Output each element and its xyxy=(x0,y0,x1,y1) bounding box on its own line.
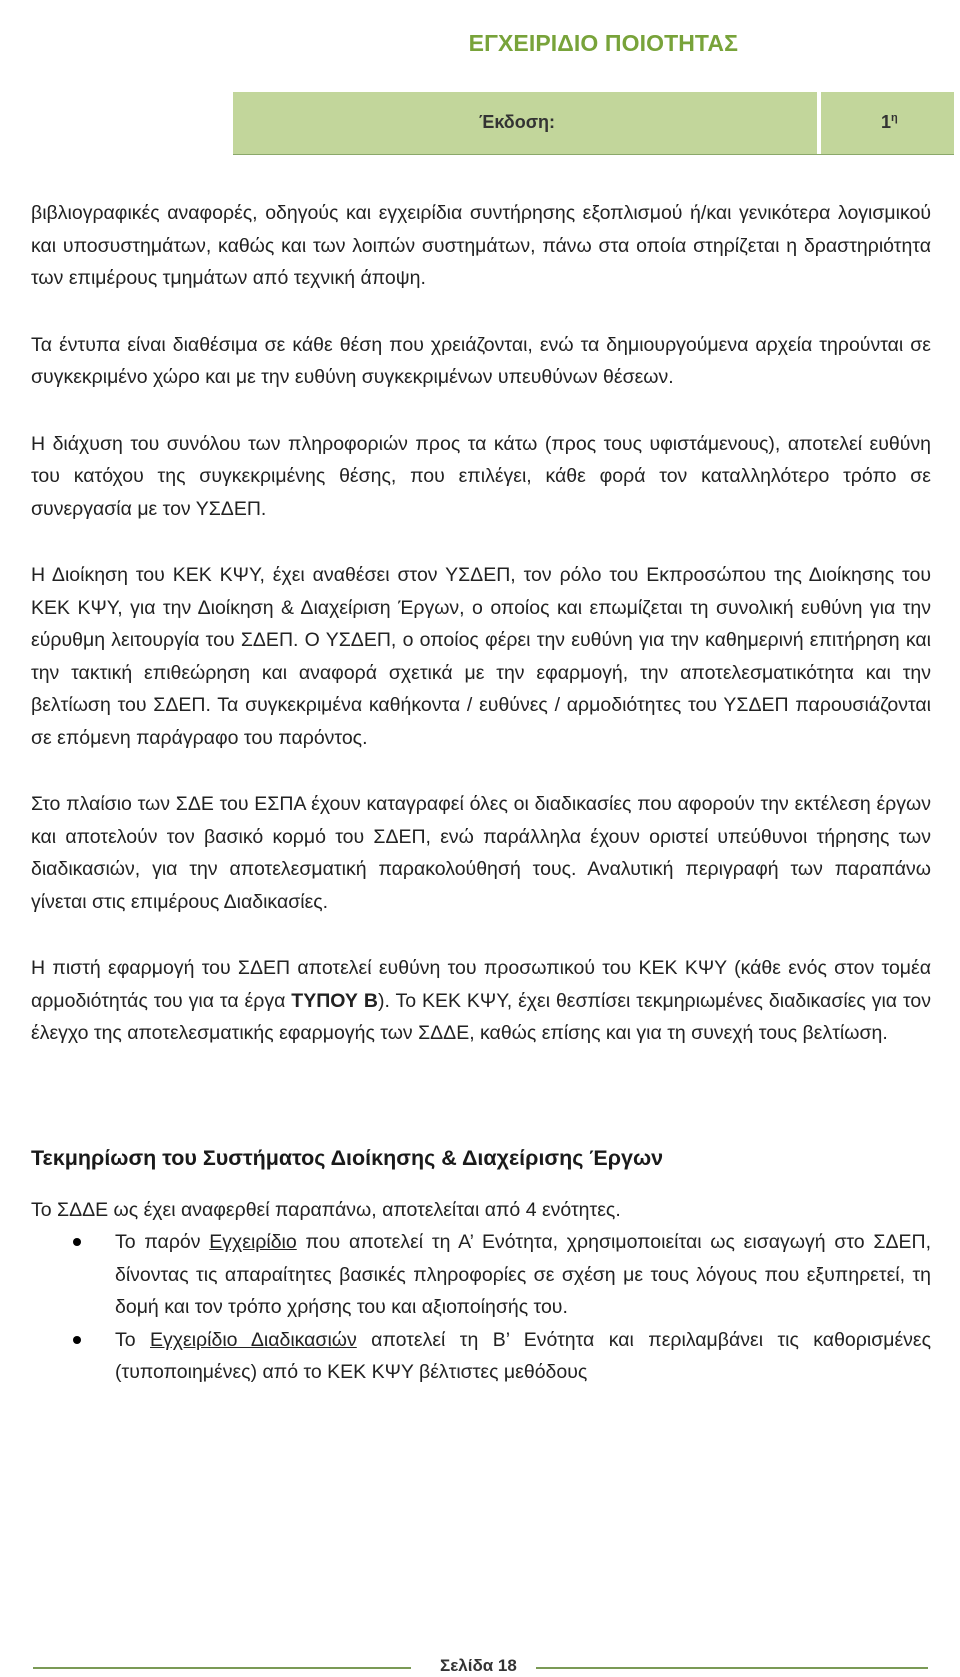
implementation-text-start: Η πιστή εφαρμογή του ΣΔΕΠ αποτελεί ευθύνη του προσωπικού του ΚΕΚ ΚΨΥ (κάθε ενός στον τομέα αρμοδιότητάς του για τα έργα xyxy=(31,957,931,1012)
paragraph-dissemination: Η διάχυση του συνόλου των πληροφοριών προς τα κάτω (προς τους υφιστάμενους), αποτελεί ευθύνη του κατόχου της συγκεκριμένης θέσης, που επιλέγει, κάθε φορά τον καταλληλότερο τρόπο σε συνεργασία με τον ΥΣΔΕΠ. xyxy=(31,432,931,520)
page-content xyxy=(31,197,931,1389)
bullet-prefix: Το παρόν xyxy=(115,1231,210,1253)
edition-label-cell xyxy=(233,92,817,154)
section-intro: Το ΣΔΔΕ ως έχει αναφερθεί παραπάνω, αποτελείται από 4 ενότητες. xyxy=(31,1198,621,1221)
paragraph-management-representative: Η Διοίκηση του ΚΕΚ ΚΨΥ, έχει αναθέσει στον ΥΣΔΕΠ, τον ρόλο του Εκπροσώπου της Διοίκησης του ΚΕΚ ΚΨΥ, για την Διοίκηση & Διαχείριση Έργων, ο οποίος και επωμίζεται τη συνολική ευθύνη για την εύρυθμη λειτουργία του ΣΔΕΠ. Ο ΥΣΔΕΠ, ο οποίος φέρει την ευθύνη για την καθημερινή επιτήρηση και την τακτική επιθεώρηση και αναφορά σχετικά με την εφαρμογή, την αποτελεσματικότητα και την βελτίωση του ΣΔΕΠ. Τα συγκεκριμένα καθήκοντα / ευθύνες / αρμοδιότητες του ΥΣΔΕΠ παρουσιάζονται σε επόμενη παράγραφο του παρόντος. xyxy=(31,564,931,749)
type-b-emphasis: ΤΥΠΟΥ Β xyxy=(291,989,378,1012)
page-number: Σελίδα 18 xyxy=(440,1656,517,1675)
document-title: ΕΓΧΕΙΡΙΔΙΟ ΠΟΙΟΤΗΤΑΣ xyxy=(468,30,738,56)
procedures-manual-link[interactable]: Εγχειρίδιο Διαδικασιών xyxy=(150,1328,357,1351)
edition-superscript: η xyxy=(891,112,898,124)
paragraph-espa-procedures: Στο πλαίσιο των ΣΔΕ του ΕΣΠΑ έχουν καταγραφεί όλες οι διαδικασίες που αφορούν την εκτέλεση έργων και αποτελούν τον βασικό κορμό του ΣΔΕΠ, ενώ παράλληλα έχουν οριστεί υπεύθυνοι τήρησης των διαδικασιών, για την αποτελεσματική παρακολούθησή τους. Αναλυτική περιγραφή των παραπάνω γίνεται στις επιμέρους Διαδικασίες. xyxy=(31,793,931,913)
section-heading: Τεκμηρίωση του Συστήματος Διοίκησης & Διαχείρισης Έργων xyxy=(31,1145,664,1170)
list-item xyxy=(31,1226,931,1324)
footer-rule-right xyxy=(536,1667,928,1669)
bullet-prefix: Το xyxy=(115,1328,151,1351)
bullet-icon xyxy=(73,1336,81,1344)
bullet-list xyxy=(31,1226,931,1389)
paragraph-references: βιβλιογραφικές αναφορές, οδηγούς και εγχειρίδια συντήρησης εξοπλισμού ή/και γενικότερα λογισμικού και υποσυστημάτων, καθώς και των λοιπών συστημάτων, πάνω στα οποία στηρίζεται η δραστηριότητα των επιμέρους τμημάτων από τεχνική άποψη. xyxy=(31,202,931,289)
edition-label: Έκδοση: xyxy=(478,112,555,132)
edition-number: 1 xyxy=(881,112,892,132)
footer-rule-left xyxy=(33,1667,411,1669)
edition-value-cell xyxy=(821,92,954,154)
paragraph-implementation xyxy=(31,952,931,1050)
list-item xyxy=(31,1324,931,1389)
implementation-text-end: ). Το ΚΕΚ ΚΨΥ, έχει θεσπίσει τεκμηριωμένες διαδικασίες για τον έλεγχο της αποτελεσματικής εφαρμογής των ΣΔΔΕ, καθώς επίσης και για τη συνεχή τους βελτίωση. xyxy=(31,989,932,1044)
bullet-icon xyxy=(73,1238,81,1246)
manual-link[interactable]: Εγχειρίδιο xyxy=(209,1231,297,1253)
paragraph-forms: Τα έντυπα είναι διαθέσιμα σε κάθε θέση που χρειάζονται, ενώ τα δημιουργούμενα αρχεία τηρούνται σε συγκεκριμένο χώρο και με την ευθύνη συγκεκριμένων υπευθύνων θέσεων. xyxy=(31,333,931,388)
bullet-text: που αποτελεί τη Α’ Ενότητα, χρησιμοποιείται ως εισαγωγή στο ΣΔΕΠ, δίνοντας τις απαραίτητες βασικές πληροφορίες σε σχέση με τους λόγους που εξυπηρετεί, τη δομή και τον τρόπο χρήσης του και αξιοποίησής του. xyxy=(115,1231,931,1318)
bullet-text: αποτελεί τη Β’ Ενότητα και περιλαμβάνει τις καθορισμένες (τυποποιημένες) από το ΚΕΚ ΚΨΥ βέλτιστες μεθόδους xyxy=(115,1328,931,1383)
edition-bar xyxy=(233,92,954,155)
edition-value xyxy=(881,112,898,133)
